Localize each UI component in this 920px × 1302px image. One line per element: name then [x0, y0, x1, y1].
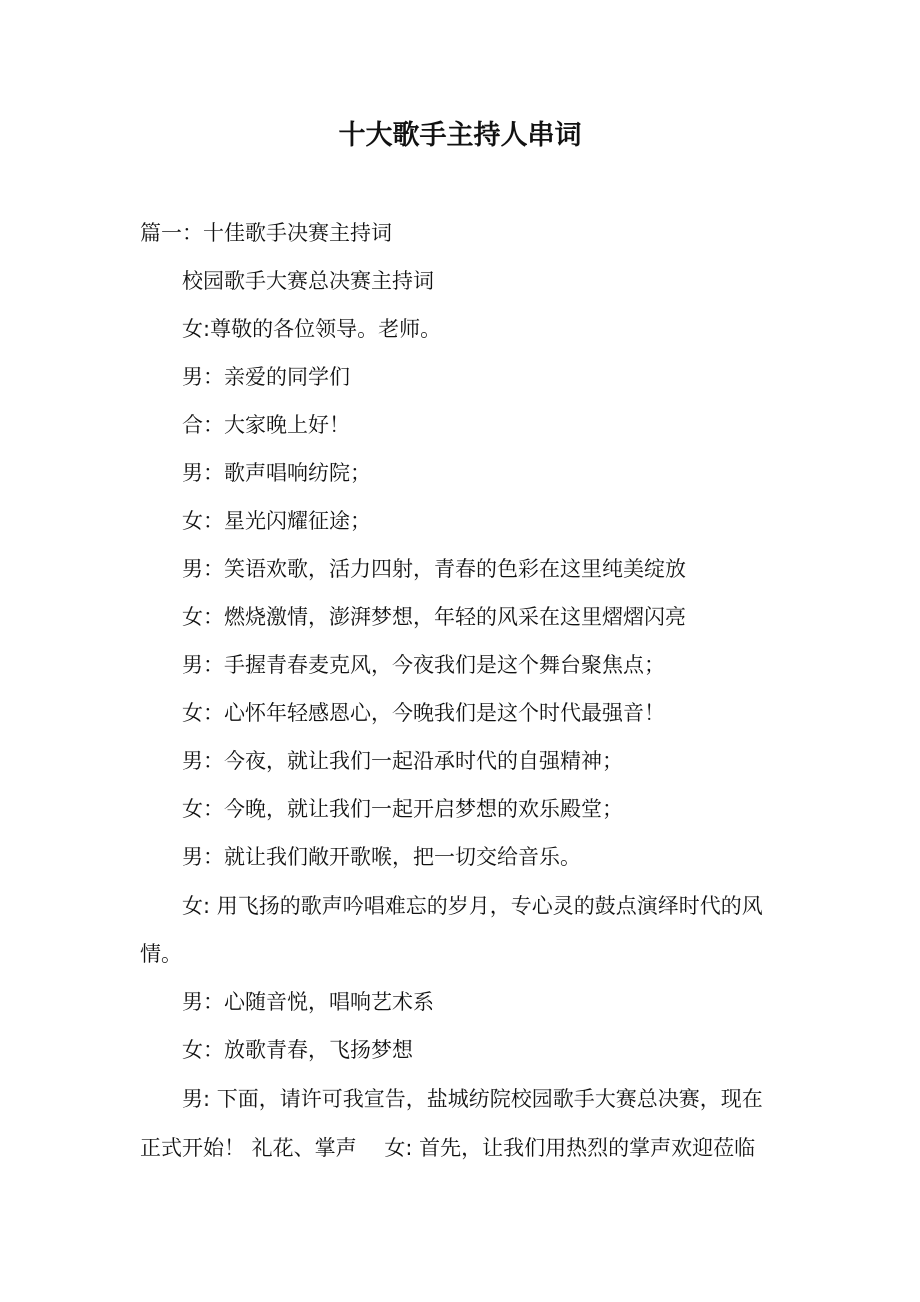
script-line: 女: 用飞扬的歌声吟唱难忘的岁月，专心灵的鼓点演绎时代的风 — [182, 894, 763, 918]
section-heading: 篇一：十佳歌手决赛主持词 — [140, 221, 392, 245]
subheading: 校园歌手大赛总决赛主持词 — [182, 269, 434, 293]
script-line: 男：今夜，就让我们一起沿承时代的自强精神； — [182, 749, 623, 773]
script-line: 男：亲爱的同学们 — [182, 365, 350, 389]
script-line: 男：笑语欢歌，活力四射，青春的色彩在这里纯美绽放 — [182, 557, 686, 581]
script-line: 女：星光闪耀征途； — [182, 509, 371, 533]
script-line: 男：歌声唱响纺院； — [182, 461, 371, 485]
script-line: 男：心随音悦，唱响艺术系 — [182, 990, 434, 1014]
script-line: 男: 下面，请许可我宣告，盐城纺院校园歌手大赛总决赛，现在 — [182, 1087, 763, 1111]
script-line: 女：放歌青春，飞扬梦想 — [182, 1038, 413, 1062]
script-line: 女：今晚，就让我们一起开启梦想的欢乐殿堂； — [182, 797, 623, 821]
script-line: 女：燃烧激情，澎湃梦想，年轻的风采在这里熠熠闪亮 — [182, 605, 686, 629]
script-line: 男：就让我们敞开歌喉，把一切交给音乐。 — [182, 845, 581, 869]
script-line: 女：心怀年轻感恩心，今晚我们是这个时代最强音！ — [182, 701, 665, 725]
script-line-continuation: 正式开始！ 礼花、掌声 女: 首先，让我们用热烈的掌声欢迎莅临 — [140, 1136, 756, 1160]
script-line: 合：大家晚上好！ — [182, 413, 350, 437]
script-line-continuation: 情。 — [140, 942, 182, 966]
document-title: 十大歌手主持人串词 — [338, 120, 582, 151]
script-line: 男：手握青春麦克风，今夜我们是这个舞台聚焦点； — [182, 653, 665, 677]
script-line: 女:尊敬的各位领导。老师。 — [182, 317, 442, 341]
